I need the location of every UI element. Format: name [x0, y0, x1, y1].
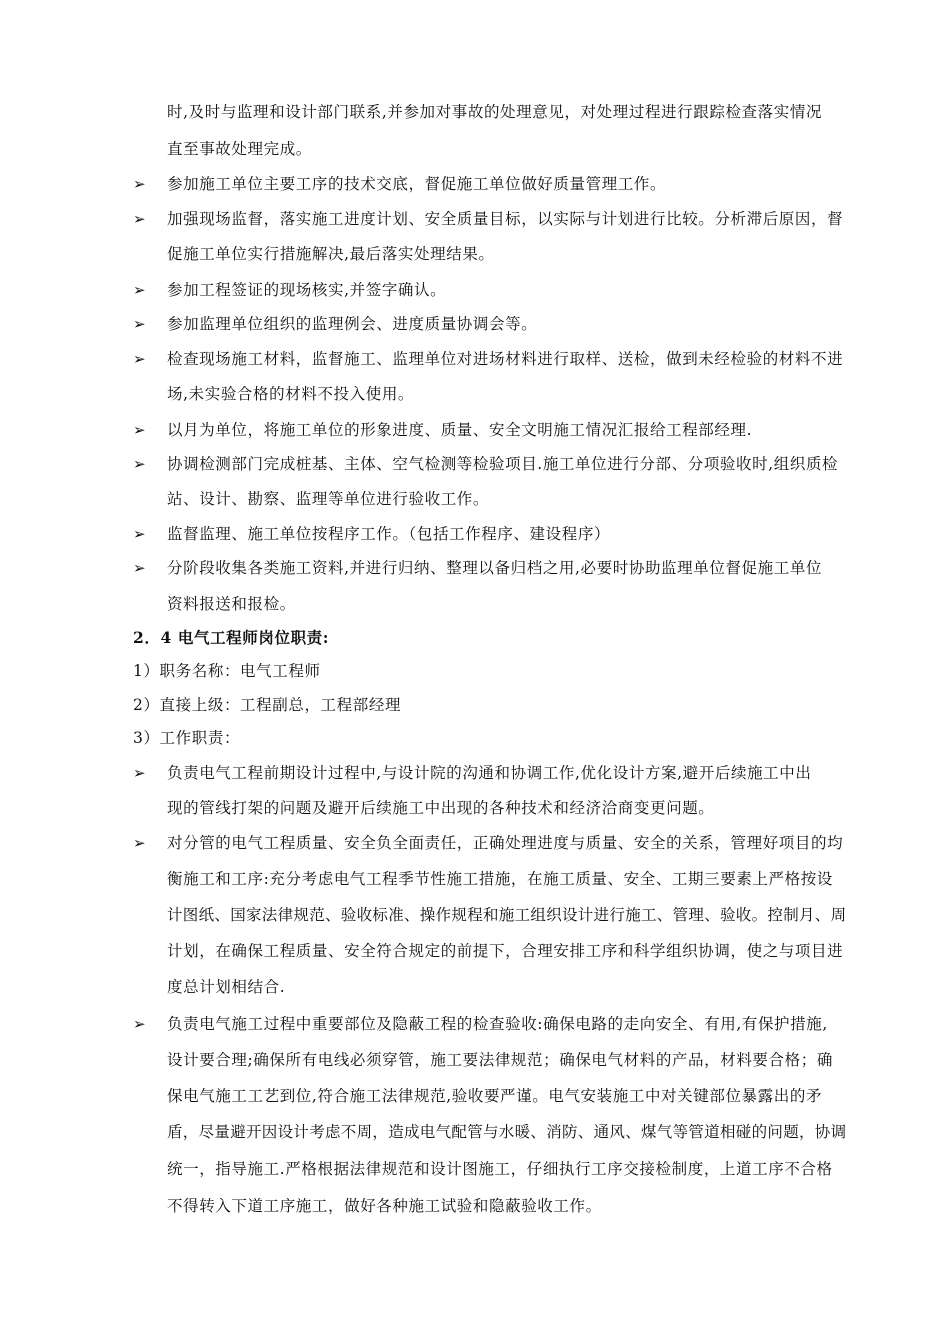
bullet-arrow-icon: ➢	[133, 1015, 146, 1033]
text-line: 直至事故处理完成。	[167, 140, 312, 158]
text-line: 时,及时与监理和设计部门联系,并参加对事故的处理意见，对处理过程进行跟踪检查落实情况	[167, 103, 823, 121]
bullet-arrow-icon: ➢	[133, 525, 146, 543]
bullet-arrow-icon: ➢	[133, 175, 146, 193]
section-heading: 2．4 电气工程师岗位职责:	[133, 628, 330, 647]
list-item: 参加监理单位组织的监理例会、进度质量协调会等。	[167, 315, 538, 333]
text-line: 1）职务名称：电气工程师	[133, 662, 321, 680]
text-line: 资料报送和报检。	[167, 595, 296, 613]
text-line: 计图纸、国家法律规范、验收标准、操作规程和施工组织设计进行施工、管理、验收。控制月、周	[167, 906, 847, 924]
bullet-arrow-icon: ➢	[133, 455, 146, 473]
text-line: 保电气施工工艺到位,符合施工法律规范,验收要严谨。电气安装施工中对关键部位暴露出的矛	[167, 1087, 823, 1105]
text-line: 计划，在确保工程质量、安全符合规定的前提下，合理安排工序和科学组织协调，使之与项目进	[167, 942, 844, 960]
text-line: 设计要合理;确保所有电线必须穿管，施工要法律规范；确保电气材料的产品，材料要合格；确	[167, 1051, 833, 1069]
list-item: 分阶段收集各类施工资料,并进行归纳、整理以备归档之用,必要时协助监理单位督促施工单位	[167, 559, 823, 577]
text-line: 站、设计、勘察、监理等单位进行验收工作。	[167, 490, 490, 508]
bullet-arrow-icon: ➢	[133, 350, 146, 368]
bullet-arrow-icon: ➢	[133, 281, 146, 299]
bullet-arrow-icon: ➢	[133, 421, 146, 439]
text-line: 促施工单位实行措施解决,最后落实处理结果。	[167, 245, 495, 263]
bullet-arrow-icon: ➢	[133, 764, 146, 782]
list-item: 对分管的电气工程质量、安全负全面责任，正确处理进度与质量、安全的关系，管理好项目的均	[167, 834, 844, 852]
bullet-arrow-icon: ➢	[133, 834, 146, 852]
list-item: 检查现场施工材料，监督施工、监理单位对进场材料进行取样、送检，做到未经检验的材料不进	[167, 350, 844, 368]
list-item: 负责电气施工过程中重要部位及隐蔽工程的检查验收:确保电路的走向安全、有用,有保护措施,	[167, 1015, 828, 1033]
text-line: 3）工作职责：	[133, 729, 241, 747]
text-line: 现的管线打架的问题及避开后续施工中出现的各种技术和经济洽商变更问题。	[167, 799, 715, 817]
text-line: 统一，指导施工.严格根据法律规范和设计图施工，仔细执行工序交接检制度，上道工序不合格	[167, 1160, 833, 1178]
bullet-arrow-icon: ➢	[133, 315, 146, 333]
text-line: 场,未实验合格的材料不投入使用。	[167, 385, 415, 403]
list-item: 加强现场监督，落实施工进度计划、安全质量目标，以实际与计划进行比较。分析滞后原因，督	[167, 210, 844, 228]
list-item: 协调检测部门完成桩基、主体、空气检测等检验项目.施工单位进行分部、分项验收时,组织质检	[167, 455, 839, 473]
text-line: 度总计划相结合.	[167, 978, 286, 996]
list-item: 参加工程签证的现场核实,并签字确认。	[167, 281, 447, 299]
list-item: 监督监理、施工单位按程序工作。（包括工作程序、建设程序）	[167, 525, 611, 543]
list-item: 以月为单位，将施工单位的形象进度、质量、安全文明施工情况汇报给工程部经理.	[167, 421, 753, 439]
text-line: 衡施工和工序:充分考虑电气工程季节性施工措施，在施工质量、安全、工期三要素上严格按设	[167, 870, 833, 888]
bullet-arrow-icon: ➢	[133, 559, 146, 577]
text-line: 不得转入下道工序施工，做好各种施工试验和隐蔽验收工作。	[167, 1197, 602, 1215]
text-line: 盾，尽量避开因设计考虑不周，造成电气配管与水暖、消防、通风、煤气等管道相碰的问题，协调	[167, 1123, 847, 1141]
text-line: 2）直接上级：工程副总，工程部经理	[133, 696, 402, 714]
list-item: 参加施工单位主要工序的技术交底，督促施工单位做好质量管理工作。	[167, 175, 667, 193]
bullet-arrow-icon: ➢	[133, 210, 146, 228]
list-item: 负责电气工程前期设计过程中,与设计院的沟通和协调工作,优化设计方案,避开后续施工中出	[167, 764, 812, 782]
